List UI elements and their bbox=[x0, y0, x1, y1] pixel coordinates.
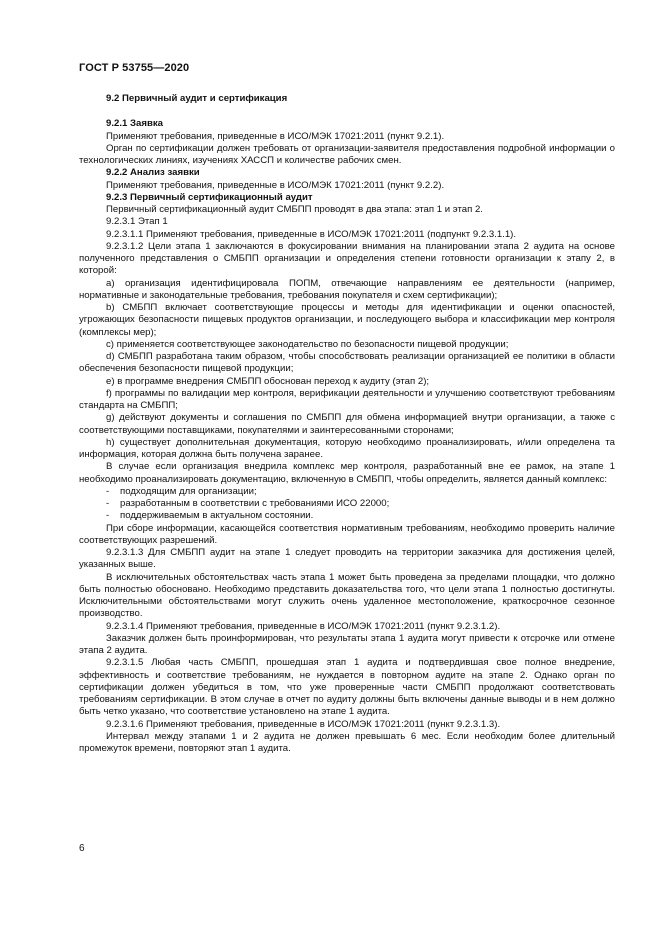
section-heading: 9.2 Первичный аудит и сертификация bbox=[106, 93, 288, 104]
paragraph: e) в программе внедрения СМБПП обоснован переход к аудиту (этап 2); bbox=[106, 375, 430, 387]
dash-list-item bbox=[79, 486, 615, 498]
paragraph: c) применяется соответствующее законодательство по безопасности пищевой продукции; bbox=[106, 338, 509, 350]
dash-item-text: поддерживаемым в актуальном состоянии. bbox=[120, 510, 314, 522]
dash-marker: - bbox=[106, 485, 110, 497]
paragraph: При сборе информации, касающейся соответствия нормативным требованиям, необходимо проверить наличие соответствующих разрешений. bbox=[79, 522, 615, 546]
paragraph: 9.2.3.1.4 Применяют требования, приведенные в ИСО/МЭК 17021:2011 (пункт 9.2.3.1.2). bbox=[106, 620, 501, 632]
paragraph: a) организация идентифицировала ПОПМ, отвечающие направлениям ее деятельности (например, нормативные и законодательные требования, требования покупателя и схем сертификации); bbox=[79, 277, 615, 301]
page-number: 6 bbox=[79, 843, 85, 854]
paragraph-list bbox=[79, 118, 615, 755]
paragraph: 9.2.3.1.5 Любая часть СМБПП, прошедшая этап 1 аудита и подтвердившая свое полное внедрение, эффективность и соответствие требованиям, не нуждается в повторном аудите на этапе 2. Однако орган по сертификации должен убедиться в том, что уже проверенные части СМБПП продолжают соответствовать требованиям сертификации. В этом случае в отчет по аудиту должны быть включены данные выводы и в нем должно быть четко указано, что соответствие установлено на этапе 1 аудита. bbox=[79, 657, 615, 718]
paragraph: Первичный сертификационный аудит СМБПП проводят в два этапа: этап 1 и этап 2. bbox=[106, 204, 483, 215]
paragraph: 9.2.3.1.6 Применяют требования, приведенные в ИСО/МЭК 17021:2011 (пункт 9.2.3.1.3). bbox=[106, 718, 501, 730]
paragraph: d) СМБПП разработана таким образом, чтобы способствовать реализации организацией ее политики в области обеспечения безопасности пищевой продукции; bbox=[79, 351, 615, 375]
subsection-heading: 9.2.1 Заявка bbox=[106, 118, 163, 130]
subsection-heading: 9.2.2 Анализ заявки bbox=[106, 167, 200, 179]
paragraph: Применяют требования, приведенные в ИСО/МЭК 17021:2011 (пункт 9.2.2). bbox=[106, 179, 445, 191]
paragraph: 9.2.3.1 Этап 1 bbox=[106, 216, 168, 228]
dash-list-item bbox=[79, 498, 615, 510]
paragraph: Интервал между этапами 1 и 2 аудита не должен превышать 6 мес. Если необходим более длительный промежуток времени, повторяют этап 1 аудита. bbox=[79, 730, 615, 754]
paragraph: В случае если организация внедрила комплекс мер контроля, разработанный вне ее рамок, на этапе 1 необходимо проанализировать документацию, включенную в СМБПП, чтобы определить, является данный комплекс: bbox=[79, 461, 615, 485]
document-body bbox=[79, 93, 615, 755]
paragraph: g) действуют документы и соглашения по СМБПП для обмена информацией внутри организации, а также с соответствующими поставщиками, покупателями и заинтересованными сторонами; bbox=[79, 412, 615, 436]
paragraph: 9.2.3.1.3 Для СМБПП аудит на этапе 1 следует проводить на территории заказчика для достижения целей, указанных выше. bbox=[79, 547, 615, 571]
paragraph: Орган по сертификации должен требовать от организации-заявителя предоставления подробной информации о технологических линиях, изучениях ХАССП и количестве рабочих смен. bbox=[79, 142, 615, 166]
paragraph: h) существует дополнительная документация, которую необходимо проанализировать, и/или определена та информация, которая должна быть получена заранее. bbox=[79, 436, 615, 460]
dash-item-text: подходящим для организации; bbox=[120, 485, 257, 497]
dash-list-item bbox=[79, 510, 615, 522]
subsection-heading: 9.2.3 Первичный сертификационный аудит bbox=[106, 191, 313, 203]
dash-marker: - bbox=[106, 498, 110, 509]
dash-marker: - bbox=[106, 510, 110, 522]
dash-item-text: разработанным в соответствии с требованиями ИСО 22000; bbox=[120, 498, 390, 509]
paragraph: В исключительных обстоятельствах часть этапа 1 может быть проведена за пределами площадки, что должно быть полностью обосновано. Необходимо представить доказательства того, что цели этапа 1 полностью достигнуты. Исключительными обстоятельствами могут служить очень удаленное местоположение, краткосрочное сезонное производство. bbox=[79, 571, 615, 620]
paragraph: 9.2.3.1.2 Цели этапа 1 заключаются в фокусировании внимания на планировании этапа 2 аудита на основе полученного представления о СМБПП организации и определения степени готовности организации к этапу 2, в которой: bbox=[79, 240, 615, 277]
paragraph: f) программы по валидации мер контроля, верификации деятельности и улучшению соответствуют требованиям стандарта на СМБПП; bbox=[79, 387, 615, 411]
paragraph: b) СМБПП включает соответствующие процессы и методы для идентификации и оценки опасностей, угрожающих безопасности пищевых продуктов организации, и последующего выбора и классификации мер контроля (комплексы мер); bbox=[79, 302, 615, 338]
paragraph: Применяют требования, приведенные в ИСО/МЭК 17021:2011 (пункт 9.2.1). bbox=[106, 130, 445, 142]
paragraph: 9.2.3.1.1 Применяют требования, приведенные в ИСО/МЭК 17021:2011 (подпункт 9.2.3.1.1). bbox=[106, 228, 517, 240]
paragraph: Заказчик должен быть проинформирован, что результаты этапа 1 аудита могут привести к отсрочке или отмене этапа 2 аудита. bbox=[79, 632, 615, 656]
document-header: ГОСТ Р 53755—2020 bbox=[79, 62, 190, 74]
